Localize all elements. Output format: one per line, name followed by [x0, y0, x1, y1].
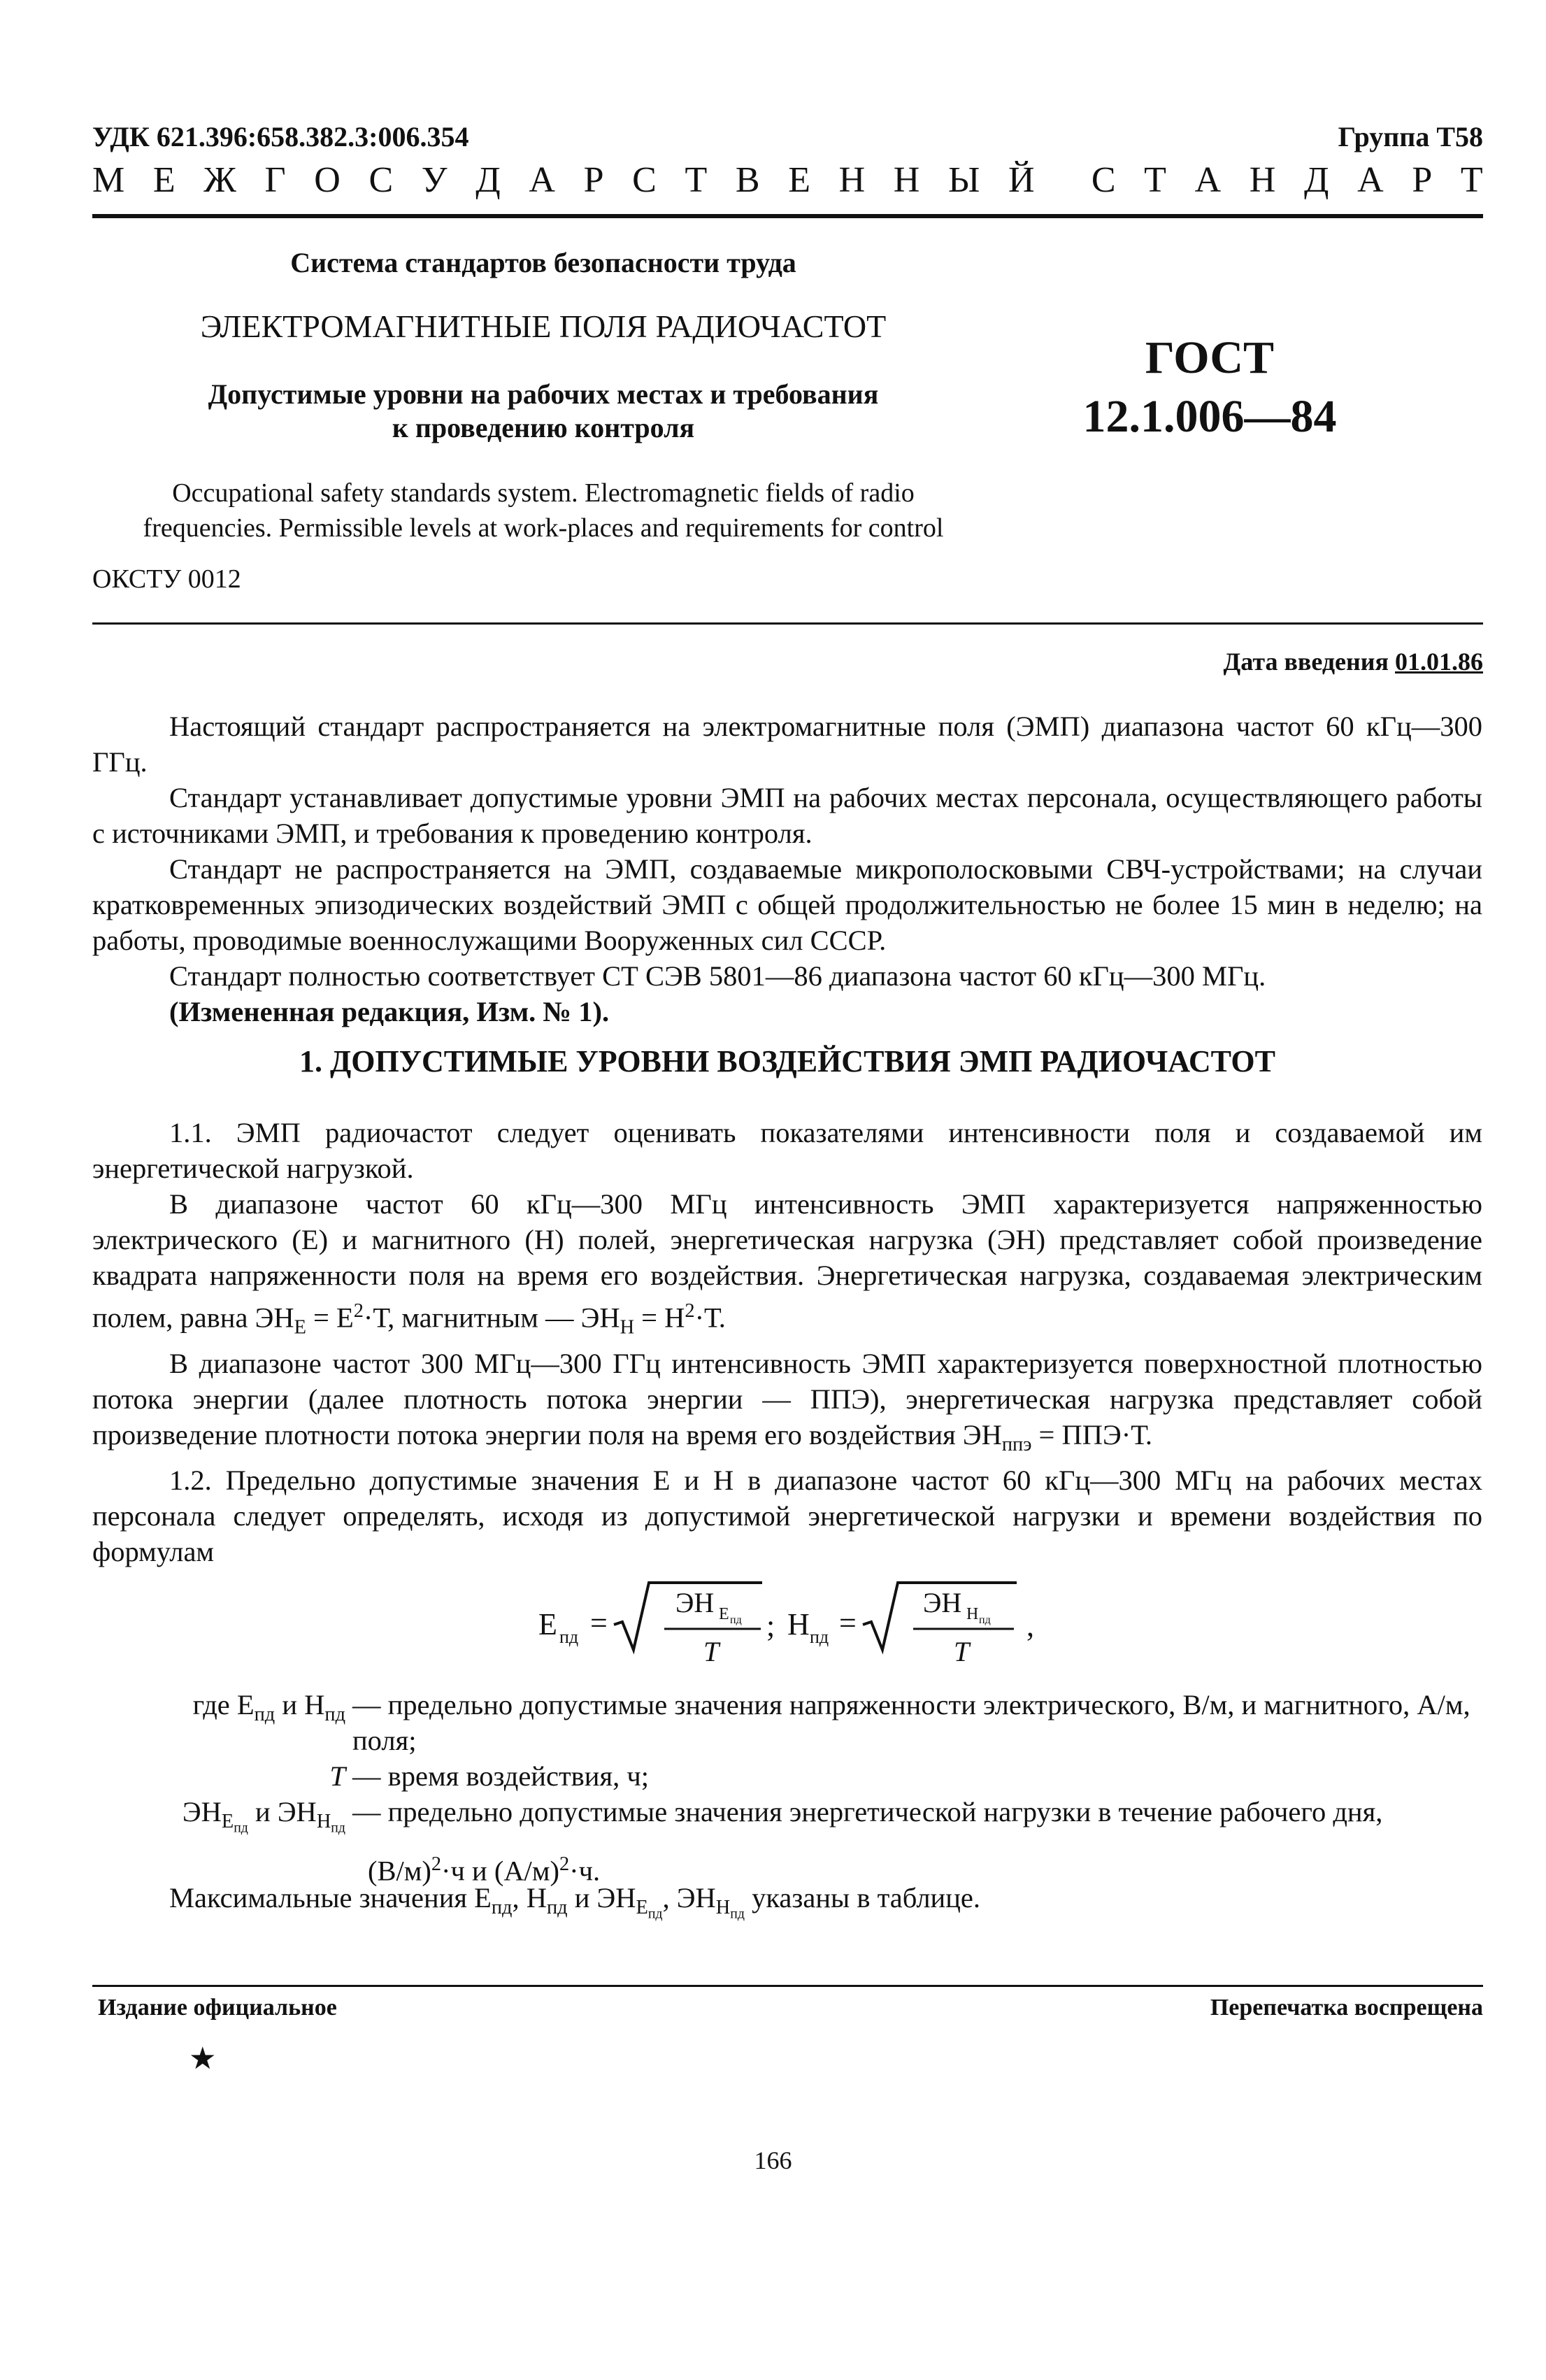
- english-title-line2: frequencies. Permissible levels at work-places and requirements for control: [143, 513, 944, 543]
- intro-paragraph-1: Настоящий стандарт распространяется на электромагнитные поля (ЭМП) диапазона частот 60 кГц—300 ГГц.: [92, 711, 1482, 778]
- text-run: ·ч.: [569, 1855, 601, 1887]
- text-run: Е: [636, 1897, 648, 1919]
- clause-1-1-paragraph-2: [92, 1186, 1482, 1346]
- e-denominator: T: [703, 1636, 720, 1667]
- equals-sign-2: =: [839, 1606, 857, 1640]
- definition-term: [92, 1794, 352, 1846]
- formula-tail: ,: [1026, 1609, 1034, 1643]
- text-run: ·Т, магнитным — ЭН: [363, 1302, 620, 1334]
- definition-term: [92, 1687, 352, 1758]
- heading-letter: Т: [685, 160, 708, 200]
- footer-rule: [92, 1985, 1483, 1987]
- text-run: , ЭН: [662, 1882, 716, 1914]
- text-run: Е: [221, 1811, 234, 1833]
- text-run: = Е: [306, 1302, 354, 1334]
- definition-term: T: [329, 1760, 345, 1792]
- max-values-line: [169, 1881, 980, 1923]
- heading-letter: С: [368, 160, 394, 200]
- clause-1-1: 1.1. ЭМП радиочастот следует оценивать показателями интенсивности поля и создаваемой им энергетической нагрузкой.: [92, 1117, 1482, 1184]
- intro-text: [92, 708, 1482, 1029]
- subscript: пд: [324, 1704, 345, 1726]
- heading-letter: Г: [264, 160, 286, 200]
- definition-text: — время воздействия, ч;: [352, 1760, 649, 1792]
- heading-letter: Ы: [948, 160, 980, 200]
- subscript: ппэ: [1001, 1433, 1032, 1455]
- heading-letter: У: [421, 160, 448, 200]
- heading-letter: С: [632, 160, 657, 200]
- okstu-code: ОКСТУ 0012: [92, 564, 241, 594]
- subscript: [636, 1897, 663, 1922]
- subscript: пд: [491, 1897, 513, 1919]
- heading-letter: Н: [838, 160, 866, 200]
- subscript: Н: [620, 1316, 635, 1339]
- text-run: (В/м): [368, 1855, 431, 1887]
- heading-letter: Т: [1460, 160, 1483, 200]
- text-run: = Н: [634, 1302, 685, 1334]
- definitions: [92, 1687, 1482, 1888]
- text-run: ·Т.: [694, 1302, 726, 1334]
- subscript: пд: [730, 1906, 745, 1922]
- udk-code: УДК 621.396:658.382.3:006.354: [92, 121, 469, 152]
- separator: ;: [766, 1609, 775, 1643]
- e-numerator: ЭН: [675, 1587, 715, 1618]
- text-run: Н: [316, 1811, 331, 1833]
- subscript: пд: [254, 1704, 275, 1726]
- superscript: 2: [353, 1300, 364, 1322]
- date-label: Дата введения: [1223, 648, 1389, 676]
- intro-paragraph-4: Стандарт полностью соответствует СТ СЭВ 5801—86 диапазона частот 60 кГц—300 МГц.: [169, 960, 1266, 992]
- amendment-note: (Измененная редакция, Изм. № 1).: [169, 996, 610, 1027]
- text-run: и Н: [275, 1689, 325, 1720]
- heading-letter: О: [314, 160, 341, 200]
- group-code: Группа Т58: [1338, 121, 1483, 152]
- star-icon: ★: [189, 2041, 217, 2076]
- heading-letter: С: [1091, 160, 1116, 200]
- heading-letter: М: [92, 160, 125, 200]
- introduction-date: [1224, 647, 1484, 676]
- gost-designation: [1028, 329, 1391, 446]
- page-number: 166: [754, 2146, 792, 2174]
- document-title: ЭЛЕКТРОМАГНИТНЫЕ ПОЛЯ РАДИОЧАСТОТ: [200, 308, 887, 344]
- subscript: пд: [647, 1906, 663, 1922]
- clause-1-1-paragraph-3: [92, 1346, 1482, 1462]
- subscript: [316, 1811, 345, 1836]
- equals-sign: =: [590, 1606, 608, 1640]
- h-lhs-sub: пд: [810, 1627, 829, 1647]
- heading-letter: Р: [1412, 160, 1433, 200]
- superscript: 2: [431, 1853, 442, 1875]
- definition-row: [92, 1758, 1482, 1794]
- heading-letter: Н: [1249, 160, 1276, 200]
- date-value: 01.01.86: [1395, 648, 1483, 676]
- subscript: пд: [546, 1897, 568, 1919]
- h-numerator-subsub: пд: [979, 1614, 991, 1626]
- title-rule: [92, 622, 1483, 625]
- h-lhs: Н: [787, 1607, 810, 1641]
- text-run: , Н: [512, 1882, 547, 1914]
- superscript: 2: [685, 1300, 695, 1322]
- heading-letter: Т: [1144, 160, 1166, 200]
- document-subtitle-line1: Допустимые уровни на рабочих местах и требования: [208, 378, 879, 410]
- section-1-text: [92, 1115, 1482, 1569]
- text-run: Н: [715, 1897, 731, 1919]
- heading-letter: А: [1194, 160, 1222, 200]
- definition-text: — предельно допустимые значения напряженности электрического, В/м, и магнитного, А/м, поля;: [352, 1689, 1470, 1756]
- text-run: = ППЭ·Т.: [1031, 1418, 1153, 1451]
- heading-letter: Д: [1303, 160, 1329, 200]
- e-lhs-sub: пд: [559, 1627, 579, 1647]
- superscript: 2: [559, 1853, 570, 1875]
- heading-letter: А: [1357, 160, 1384, 200]
- subscript: пд: [234, 1820, 248, 1836]
- limit-formula: [531, 1563, 1077, 1675]
- e-lhs: Е: [538, 1607, 557, 1641]
- h-numerator: ЭН: [923, 1587, 962, 1618]
- text-run: ЭН: [182, 1796, 222, 1827]
- heading-letter: Й: [1008, 160, 1035, 200]
- gost-label: ГОСТ: [1145, 332, 1275, 383]
- clause-1-2: 1.2. Предельно допустимые значения Е и Н в диапазоне частот 60 кГц—300 МГц на рабочих местах персонала следует определять, исходя из допустимой энергетической нагрузки и времени воздействия по формулам: [92, 1464, 1482, 1567]
- h-numerator-sub: Н: [966, 1605, 979, 1623]
- text-run: и ЭН: [248, 1796, 317, 1827]
- text-run: где Е: [192, 1689, 255, 1720]
- heading-letter: Р: [583, 160, 604, 200]
- heading-letter: Е: [788, 160, 810, 200]
- heading-letter: А: [529, 160, 555, 200]
- subscript: Е: [294, 1316, 306, 1339]
- subscript: [715, 1897, 745, 1922]
- subscript: [221, 1811, 248, 1836]
- gost-number: 12.1.006—84: [1082, 391, 1337, 442]
- e-numerator-sub: Е: [719, 1605, 729, 1623]
- definition-row: [92, 1687, 1482, 1758]
- text-run: В диапазоне частот 60 кГц—300 МГц интенсивность ЭМП характеризуется напряженностью электрического (Е) и магнитного (Н) полей, энергетическая нагрузка (ЭН) представляет собой произведение квадрата напряженности поля на время его воздействия. Энергетическая нагрузка, создаваемая электрическим полем, равна ЭН: [92, 1188, 1482, 1334]
- document-subtitle-line2: к проведению контроля: [392, 412, 695, 443]
- text-run: и ЭН: [567, 1882, 636, 1914]
- system-name: Система стандартов безопасности труда: [290, 247, 796, 278]
- text-run: указаны в таблице.: [744, 1882, 981, 1914]
- definition-row: [92, 1794, 1482, 1846]
- definition-text: — предельно допустимые значения энергетической нагрузки в течение рабочего дня,: [352, 1796, 1383, 1827]
- english-title-line1: Occupational safety standards system. Electromagnetic fields of radio: [172, 478, 915, 508]
- heading-letter: Е: [152, 160, 176, 200]
- heading-letter: В: [735, 160, 760, 200]
- reprint-prohibited: Перепечатка воспрещена: [1210, 1995, 1483, 2021]
- heading-letter: Ж: [203, 160, 236, 200]
- text-run: Максимальные значения Е: [169, 1882, 492, 1914]
- intro-paragraph-3: Стандарт не распространяется на ЭМП, создаваемые микрополосковыми СВЧ-устройствами; на случаи кратковременных эпизодических воздействий ЭМП с общей продолжительностью не более 15 мин в неделю; на работы, проводимые военнослужащими Вооруженных сил СССР.: [92, 853, 1482, 956]
- official-edition: Издание официальное: [98, 1995, 337, 2021]
- subscript: пд: [331, 1820, 345, 1836]
- intro-paragraph-2: Стандарт устанавливает допустимые уровни ЭМП на рабочих местах персонала, осуществляющего работы с источниками ЭМП, и требования к проведению контроля.: [92, 782, 1482, 849]
- h-denominator: T: [954, 1636, 970, 1667]
- english-title: [92, 476, 994, 546]
- text-run: В диапазоне частот 300 МГц—300 ГГц интенсивность ЭМП характеризуется поверхностной плотностью потока энергии (далее плотность потока энергии — ППЭ), энергетическая нагрузка представляет собой произведение плотности потока энергии поля на время его воздействия ЭН: [92, 1347, 1482, 1451]
- heading-letter: Н: [893, 160, 920, 200]
- section-1-title: 1. ДОПУСТИМЫЕ УРОВНИ ВОЗДЕЙСТВИЯ ЭМП РАДИОЧАСТОТ: [299, 1044, 1276, 1078]
- heading-letter: Д: [475, 160, 501, 200]
- header-rule: [92, 214, 1483, 218]
- text-run: ·ч и (А/м): [441, 1855, 559, 1887]
- standard-type-heading: [92, 159, 1483, 201]
- e-numerator-subsub: пд: [730, 1614, 742, 1626]
